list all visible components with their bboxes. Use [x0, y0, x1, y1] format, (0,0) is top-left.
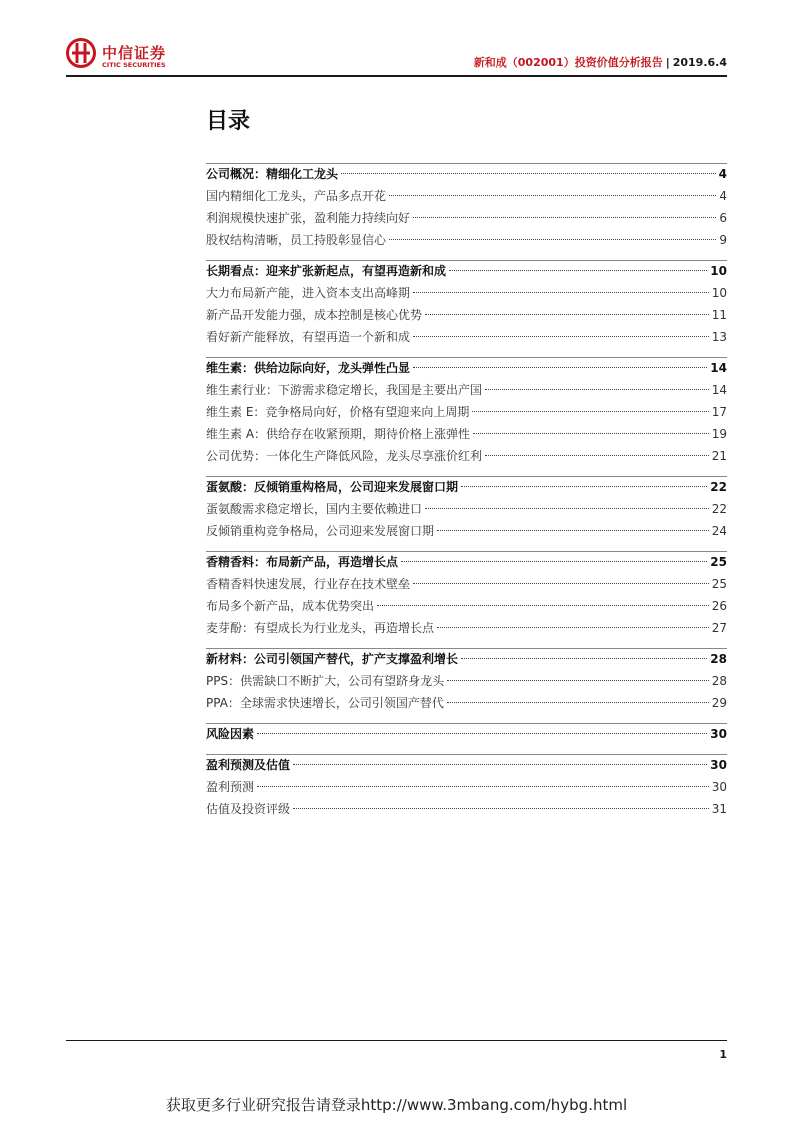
toc-entry-title: 公司概况：精细化工龙头	[206, 167, 339, 181]
toc-entry-page: 10	[711, 286, 727, 300]
toc-leader-dots	[447, 680, 709, 681]
toc-entry-title: 新材料：公司引领国产替代，扩产支撑盈利增长	[206, 652, 459, 666]
toc-subsection-entry[interactable]	[206, 670, 727, 692]
toc-subsection-entry[interactable]	[206, 401, 727, 423]
toc-subsection-entry[interactable]	[206, 498, 727, 520]
toc-leader-dots	[377, 605, 709, 606]
toc-entry-title: 新产品开发能力强，成本控制是核心优势	[206, 308, 423, 322]
toc-entry-title: 布局多个新产品，成本优势突出	[206, 599, 375, 613]
toc-leader-dots	[437, 530, 709, 531]
toc-section-entry[interactable]	[206, 723, 727, 745]
toc-entry-title: 估值及投资评级	[206, 802, 291, 816]
toc-subsection-entry[interactable]	[206, 617, 727, 639]
toc-section	[206, 163, 727, 251]
toc-entry-page: 29	[711, 696, 727, 710]
toc-leader-dots	[341, 173, 716, 174]
page-header	[66, 38, 727, 74]
toc-entry-title: 盈利预测	[206, 780, 255, 794]
toc-entry-page: 30	[711, 780, 727, 794]
toc-leader-dots	[425, 314, 709, 315]
toc-section	[206, 476, 727, 542]
toc-section	[206, 260, 727, 348]
footer-divider	[66, 1040, 727, 1041]
toc-entry-title: 麦芽酚：有望成长为行业龙头，再造增长点	[206, 621, 435, 635]
toc-leader-dots	[485, 455, 709, 456]
toc-entry-title: 维生素行业：下游需求稳定增长，我国是主要出产国	[206, 383, 483, 397]
toc-subsection-entry[interactable]	[206, 595, 727, 617]
toc-section-entry[interactable]	[206, 260, 727, 282]
toc-leader-dots	[401, 561, 707, 562]
toc-entry-page: 14	[711, 383, 727, 397]
toc-section-entry[interactable]	[206, 163, 727, 185]
toc-entry-page: 4	[719, 189, 727, 203]
toc-entry-title: 香精香料：布局新产品，再造增长点	[206, 555, 399, 569]
toc-entry-page: 22	[710, 480, 727, 494]
toc-entry-title: 维生素 A：供给存在收紧预期，期待价格上涨弹性	[206, 427, 471, 441]
toc-leader-dots	[389, 239, 716, 240]
toc-entry-title: 利润规模快速扩张，盈利能力持续向好	[206, 211, 411, 225]
citic-logo-icon	[66, 38, 96, 68]
toc-entry-page: 9	[719, 233, 727, 247]
toc-section	[206, 648, 727, 714]
toc-subsection-entry[interactable]	[206, 445, 727, 467]
toc-section-entry[interactable]	[206, 476, 727, 498]
toc-section	[206, 357, 727, 467]
toc-subsection-entry[interactable]	[206, 185, 727, 207]
toc-entry-title: 维生素 E：竞争格局向好，价格有望迎来向上周期	[206, 405, 470, 419]
toc-entry-page: 27	[711, 621, 727, 635]
toc-entry-title: 盈利预测及估值	[206, 758, 291, 772]
toc-entry-page: 25	[710, 555, 727, 569]
citic-securities-logo	[66, 38, 186, 74]
toc-entry-page: 4	[718, 167, 727, 181]
toc-entry-title: 股权结构清晰，员工持股彰显信心	[206, 233, 387, 247]
toc-leader-dots	[449, 270, 707, 271]
toc-section-entry[interactable]	[206, 754, 727, 776]
toc-entry-title: 蛋氨酸需求稳定增长，国内主要依赖进口	[206, 502, 423, 516]
toc-subsection-entry[interactable]	[206, 379, 727, 401]
toc-entry-title: 国内精细化工龙头，产品多点开花	[206, 189, 387, 203]
toc-leader-dots	[485, 389, 709, 390]
toc-entry-title: 维生素：供给边际向好，龙头弹性凸显	[206, 361, 411, 375]
toc-entry-page: 22	[711, 502, 727, 516]
toc-entry-title: 蛋氨酸：反倾销重构格局，公司迎来发展窗口期	[206, 480, 459, 494]
toc-subsection-entry[interactable]	[206, 229, 727, 251]
table-of-contents	[206, 163, 727, 820]
toc-entry-page: 6	[719, 211, 727, 225]
logo-name-en: CITIC SECURITIES	[102, 61, 166, 69]
toc-entry-page: 24	[711, 524, 727, 538]
toc-leader-dots	[437, 627, 709, 628]
toc-subsection-entry[interactable]	[206, 692, 727, 714]
toc-entry-page: 30	[710, 758, 727, 772]
toc-leader-dots	[257, 786, 709, 787]
toc-entry-page: 14	[710, 361, 727, 375]
toc-entry-page: 26	[711, 599, 727, 613]
toc-subsection-entry[interactable]	[206, 776, 727, 798]
toc-leader-dots	[461, 486, 707, 487]
toc-leader-dots	[473, 433, 709, 434]
toc-subsection-entry[interactable]	[206, 423, 727, 445]
toc-leader-dots	[293, 808, 709, 809]
title-separator: |	[665, 56, 670, 69]
toc-entry-page: 17	[711, 405, 727, 419]
toc-entry-title: PPS：供需缺口不断扩大，公司有望跻身龙头	[206, 674, 445, 688]
toc-entry-title: 大力布局新产能，进入资本支出高峰期	[206, 286, 411, 300]
toc-entry-title: 长期看点：迎来扩张新起点，有望再造新和成	[206, 264, 447, 278]
toc-entry-title: 反倾销重构竞争格局，公司迎来发展窗口期	[206, 524, 435, 538]
toc-leader-dots	[293, 764, 707, 765]
toc-leader-dots	[413, 336, 709, 337]
report-title	[474, 54, 727, 70]
toc-entry-title: 看好新产能释放，有望再造一个新和成	[206, 330, 411, 344]
toc-leader-dots	[413, 217, 716, 218]
toc-entry-page: 30	[710, 727, 727, 741]
logo-name-cn: 中信证券	[102, 44, 167, 62]
toc-leader-dots	[425, 508, 709, 509]
toc-entry-page: 28	[711, 674, 727, 688]
toc-entry-page: 10	[710, 264, 727, 278]
toc-leader-dots	[472, 411, 708, 412]
toc-leader-dots	[389, 195, 716, 196]
toc-leader-dots	[447, 702, 709, 703]
toc-section	[206, 551, 727, 639]
toc-leader-dots	[257, 733, 707, 734]
toc-leader-dots	[461, 658, 707, 659]
toc-entry-page: 25	[711, 577, 727, 591]
toc-subsection-entry[interactable]	[206, 304, 727, 326]
report-date: 2019.6.4	[672, 56, 727, 69]
toc-leader-dots	[413, 583, 709, 584]
toc-entry-title: PPA：全球需求快速增长，公司引领国产替代	[206, 696, 444, 710]
toc-entry-page: 28	[710, 652, 727, 666]
toc-section-entry[interactable]	[206, 551, 727, 573]
toc-entry-page: 21	[711, 449, 727, 463]
toc-entry-page: 11	[711, 308, 727, 322]
watermark-text: 获取更多行业研究报告请登录http://www.3mbang.com/hybg.html	[165, 1096, 628, 1114]
report-name: 新和成（002001）投资价值分析报告	[473, 56, 663, 69]
toc-entry-page: 13	[711, 330, 727, 344]
toc-subsection-entry[interactable]	[206, 573, 727, 595]
page-number: 1	[719, 1048, 727, 1061]
toc-subsection-entry[interactable]	[206, 207, 727, 229]
toc-section-entry[interactable]	[206, 357, 727, 379]
header-divider	[66, 75, 727, 77]
toc-subsection-entry[interactable]	[206, 326, 727, 348]
toc-entry-title: 香精香料快速发展，行业存在技术壁垒	[206, 577, 411, 591]
toc-entry-title: 风险因素	[206, 727, 255, 741]
toc-section	[206, 754, 727, 820]
toc-subsection-entry[interactable]	[206, 282, 727, 304]
toc-section-entry[interactable]	[206, 648, 727, 670]
toc-subsection-entry[interactable]	[206, 520, 727, 542]
toc-entry-page: 19	[711, 427, 727, 441]
toc-title: 目录	[206, 109, 251, 134]
toc-section	[206, 723, 727, 745]
toc-leader-dots	[413, 292, 709, 293]
toc-entry-title: 公司优势：一体化生产降低风险，龙头尽享涨价红利	[206, 449, 483, 463]
toc-subsection-entry[interactable]	[206, 798, 727, 820]
toc-leader-dots	[413, 367, 707, 368]
toc-entry-page: 31	[711, 802, 727, 816]
